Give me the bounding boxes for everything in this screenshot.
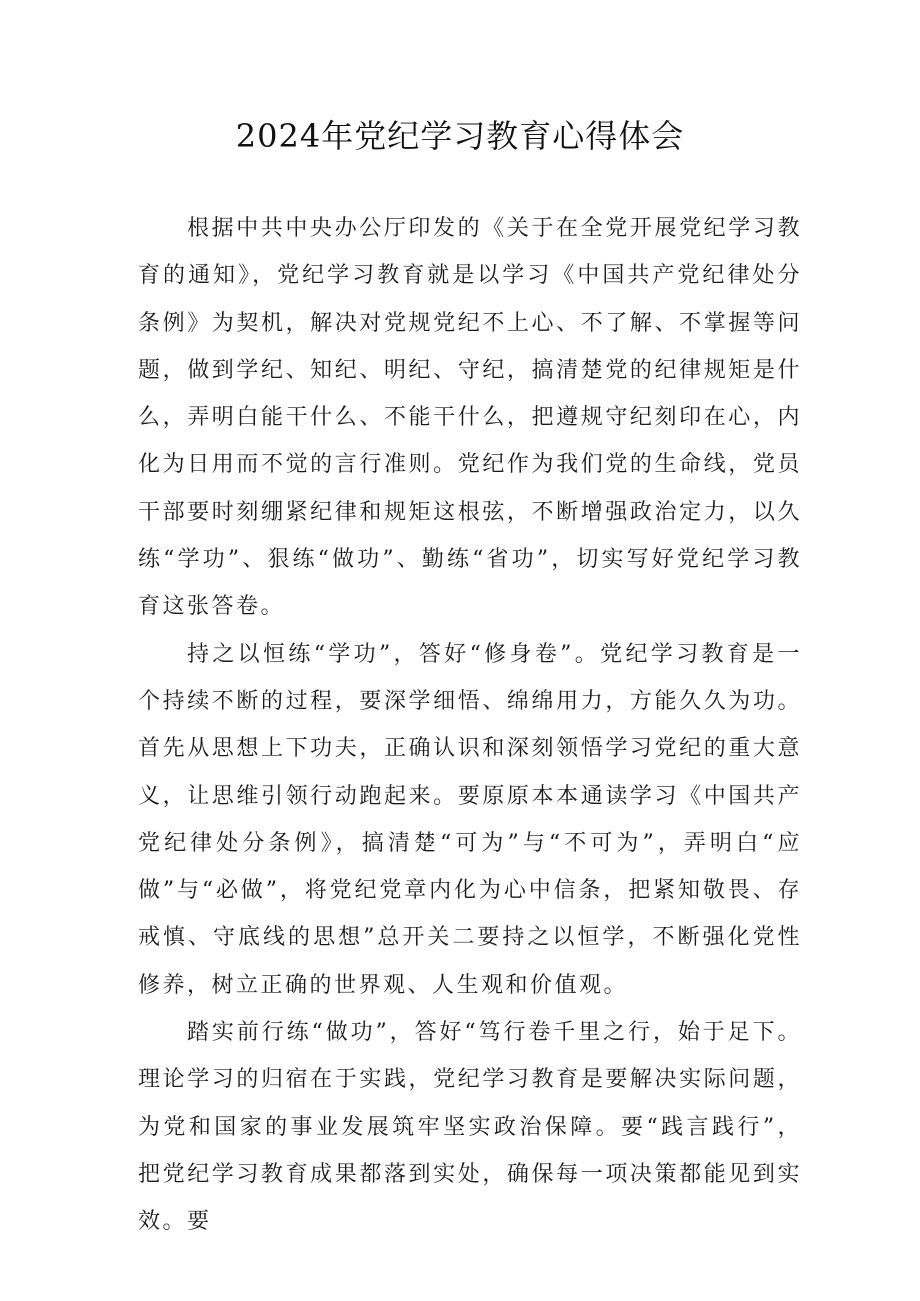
paragraph-2: 持之以恒练“学功”，答好“修身卷”。党纪学习教育是一个持续不断的过程，要深学细悟、绵绵用力，方能久久为功。首先从思想上下功夫，正确认识和深刻领悟学习党纪的重大意义，让思维引领行动跑起来。要原原本本通读学习《中国共产党纪律处分条例》，搞清楚“可为”与“不可为”，弄明白“应做”与“必做”，将党纪党章内化为心中信条，把紧知敬畏、存戒慎、守底线的思想”总开关二要持之以恒学，不断强化党性修养，树立正确的世界观、人生观和价值观。: [138, 641, 802, 998]
paragraph-1: 根据中共中央办公厅印发的《关于在全党开展党纪学习教育的通知》，党纪学习教育就是以学习《中国共产党纪律处分条例》为契机，解决对党规党纪不上心、不了解、不掌握等问题，做到学纪、知纪、明纪、守纪，搞清楚党的纪律规矩是什么，弄明白能干什么、不能干什么，把遵规守纪刻印在心，内化为日用而不觉的言行准则。党纪作为我们党的生命线，党员干部要时刻绷紧纪律和规矩这根弦，不断增强政治定力，以久练“学功”、狠练“做功”、勤练“省功”，切实写好党纪学习教育这张答卷。: [138, 216, 802, 620]
paragraph-3: 踏实前行练“做功”，答好“笃行卷千里之行，始于足下。理论学习的归宿在于实践，党纪学习教育是要解决实际问题，为党和国家的事业发展筑牢坚实政治保障。要“践言践行”，把党纪学习教育成果都落到实处，确保每一项决策都能见到实效。要: [138, 1020, 802, 1235]
document-title: 2024年党纪学习教育心得体会: [235, 117, 685, 155]
document-body: [138, 205, 802, 1246]
